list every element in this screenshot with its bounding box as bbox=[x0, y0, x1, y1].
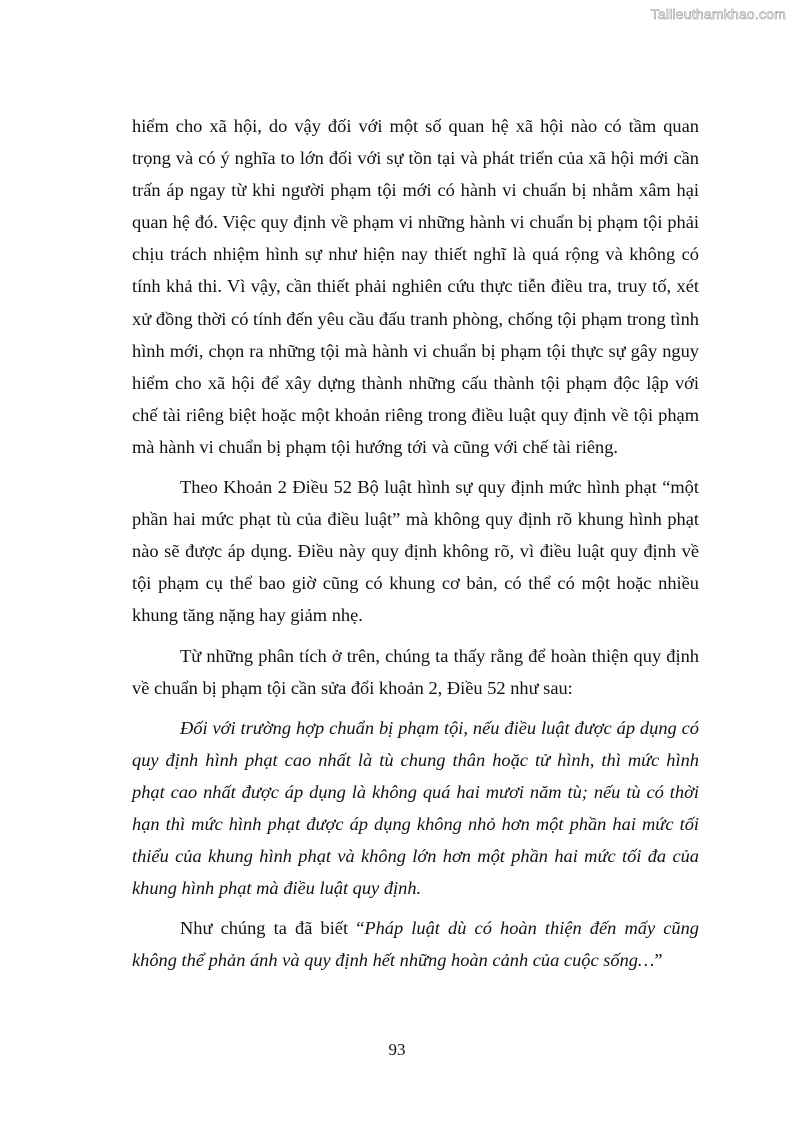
document-body bbox=[132, 110, 699, 976]
paragraph-1: hiểm cho xã hội, do vậy đối với một số quan hệ xã hội nào có tầm quan trọng và có ý nghĩa to lớn đối với sự tồn tại và phát triển của xã hội mới cần trấn áp ngay từ khi người phạm tội mới có hành vi chuẩn bị nhằm xâm hại quan hệ đó. Việc quy định về phạm vi những hành vi chuẩn bị phạm tội phải chịu trách nhiệm hình sự như hiện nay thiết nghĩ là quá rộng và không có tính khả thi. Vì vậy, cần thiết phải nghiên cứu thực tiễn điều tra, truy tố, xét xử đồng thời có tính đến yêu cầu đấu tranh phòng, chống tội phạm trong tình hình mới, chọn ra những tội mà hành vi chuẩn bị phạm tội thực sự gây nguy hiểm cho xã hội để xây dựng thành những cấu thành tội phạm độc lập với chế tài riêng biệt hoặc một khoản riêng trong điều luật quy định về tội phạm mà hành vi chuẩn bị phạm tội hướng tới và cũng với chế tài riêng. bbox=[132, 116, 699, 457]
paragraph-5 bbox=[132, 912, 699, 976]
watermark-text: Tailieuthamkhao.com bbox=[650, 6, 786, 22]
paragraph-5-end: ” bbox=[654, 950, 663, 971]
paragraph-3: Từ những phân tích ở trên, chúng ta thấy rằng để hoàn thiện quy định về chuẩn bị phạm tội cần sửa đổi khoản 2, Điều 52 như sau: bbox=[132, 645, 699, 698]
paragraph-4-amendment: Đối với trường hợp chuẩn bị phạm tội, nếu điều luật được áp dụng có quy định hình phạt cao nhất là tù chung thân hoặc tử hình, thì mức hình phạt cao nhất được áp dụng là không quá hai mươi năm tù; nếu tù có thời hạn thì mức hình phạt được áp dụng không nhỏ hơn một phần hai mức tối thiểu của khung hình phạt và không lớn hơn một phần hai mức tối đa của khung hình phạt mà điều luật quy định. bbox=[132, 717, 699, 899]
paragraph-5-lead: Như chúng ta đã biết “ bbox=[180, 918, 365, 939]
paragraph-2: Theo Khoản 2 Điều 52 Bộ luật hình sự quy định mức hình phạt “một phần hai mức phạt tù của điều luật” mà không quy định rõ khung hình phạt nào sẽ được áp dụng. Điều này quy định không rõ, vì điều luật quy định về tội phạm cụ thể bao giờ cũng có khung cơ bản, có thể có một hoặc nhiều khung tăng nặng hay giảm nhẹ. bbox=[132, 477, 699, 626]
paragraph-5-quote: Pháp luật dù có hoàn thiện đến mấy cũng không thể phản ánh và quy định hết những hoàn cảnh của cuộc sống… bbox=[132, 918, 699, 971]
page-number: 93 bbox=[388, 1040, 406, 1059]
